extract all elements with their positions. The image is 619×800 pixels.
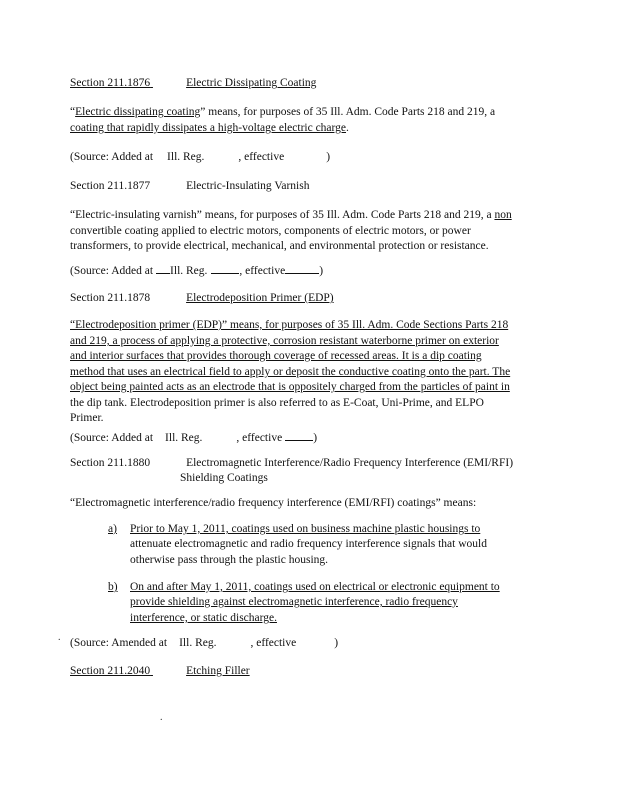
item-b-line-2: provide shielding against electromagnetic interference, radio frequency bbox=[130, 596, 458, 608]
section-211-1878-definition-line-2: and 219, a process of applying a protective, corrosion resistant waterborne primer on exterior bbox=[70, 335, 499, 347]
section-number: Section 211.1878 bbox=[70, 292, 151, 304]
section-211-1877-definition-line-3: transformers, to provide electrical, mechanical, and environmental protection or resistance. bbox=[70, 240, 489, 252]
section-211-1876-heading bbox=[70, 76, 316, 91]
section-211-1878-definition-line-4: method that uses an electrical field to apply or deposit the conductive coating onto the part. The bbox=[70, 366, 511, 378]
item-b-line-1: On and after May 1, 2011, coatings used on electrical or electronic equipment to bbox=[130, 581, 500, 593]
section-title: Electric-Insulating Varnish bbox=[186, 180, 310, 192]
section-number: Section 211.2040 bbox=[70, 665, 151, 677]
section-title: Etching Filler bbox=[186, 665, 250, 677]
section-211-2040-heading bbox=[70, 664, 250, 679]
section-211-1878-definition-line-3: and interior surfaces that provides thorough coverage of recessed areas. It is a dip coating bbox=[70, 350, 482, 362]
section-211-1877-heading bbox=[70, 179, 309, 194]
stray-mark: . bbox=[58, 632, 61, 643]
item-b-line-3: interference, or static discharge. bbox=[130, 612, 277, 624]
section-211-1877-source-note: (Source: Added at Ill. Reg. , effective ) bbox=[70, 262, 323, 279]
section-211-1880-heading-line-1 bbox=[70, 456, 513, 471]
item-a-label: a) bbox=[108, 523, 117, 535]
section-211-1876-definition-line-1: “Electric dissipating coating” means, for purposes of 35 Ill. Adm. Code Parts 218 and 219, a bbox=[70, 106, 496, 118]
section-211-1878-definition-line-7: Primer. bbox=[70, 412, 104, 424]
section-number: Section 211.1876 bbox=[70, 77, 151, 89]
section-211-1878-source-note: (Source: Added at Ill. Reg. , effective ) bbox=[70, 429, 317, 446]
stray-mark: . bbox=[160, 712, 163, 723]
section-title: Electric Dissipating Coating bbox=[186, 77, 317, 89]
section-211-1877-definition-line-2: convertible coating applied to electric motors, components of electric motors, or power bbox=[70, 225, 471, 237]
section-211-1877-definition-line-1: “Electric-insulating varnish” means, for purposes of 35 Ill. Adm. Code Parts 218 and 219, a non bbox=[70, 209, 512, 221]
section-211-1880-intro: “Electromagnetic interference/radio frequency interference (EMI/RFI) coatings” means: bbox=[70, 497, 477, 509]
item-b-label: b) bbox=[108, 581, 118, 593]
section-211-1876-source-note: (Source: Added at Ill. Reg. , effective ) bbox=[70, 151, 331, 163]
section-211-1876-definition-line-2: coating that rapidly dissipates a high-voltage electric charge. bbox=[70, 122, 349, 134]
section-title: Electromagnetic Interference/Radio Frequency Interference (EMI/RFI) bbox=[186, 457, 514, 469]
section-211-1878-heading bbox=[70, 291, 334, 306]
section-number: Section 211.1877 bbox=[70, 180, 151, 192]
section-211-1878-definition-line-5: object being painted acts as an electrode that is oppositely charged from the particles of paint in bbox=[70, 381, 510, 393]
section-211-1880-source-note: (Source: Amended at Ill. Reg. , effective ) bbox=[70, 637, 339, 649]
item-a-line-2: attenuate electromagnetic and radio frequency interference signals that would bbox=[130, 538, 487, 550]
section-title: Electrodeposition Primer (EDP) bbox=[186, 292, 334, 304]
item-a-line-1: Prior to May 1, 2011, coatings used on business machine plastic housings to bbox=[130, 523, 481, 535]
section-number: Section 211.1880 bbox=[70, 457, 151, 469]
section-211-1878-definition-line-6: the dip tank. Electrodeposition primer is also referred to as E-Coat, Uni-Prime, and ELPO bbox=[70, 397, 484, 409]
item-a-line-3: otherwise pass through the plastic housing. bbox=[130, 554, 329, 566]
section-211-1880-heading-line-2: Shielding Coatings bbox=[180, 472, 268, 484]
section-211-1878-definition-line-1: “Electrodeposition primer (EDP)” means, for purposes of 35 Ill. Adm. Code Sections Parts 218 bbox=[70, 319, 509, 331]
